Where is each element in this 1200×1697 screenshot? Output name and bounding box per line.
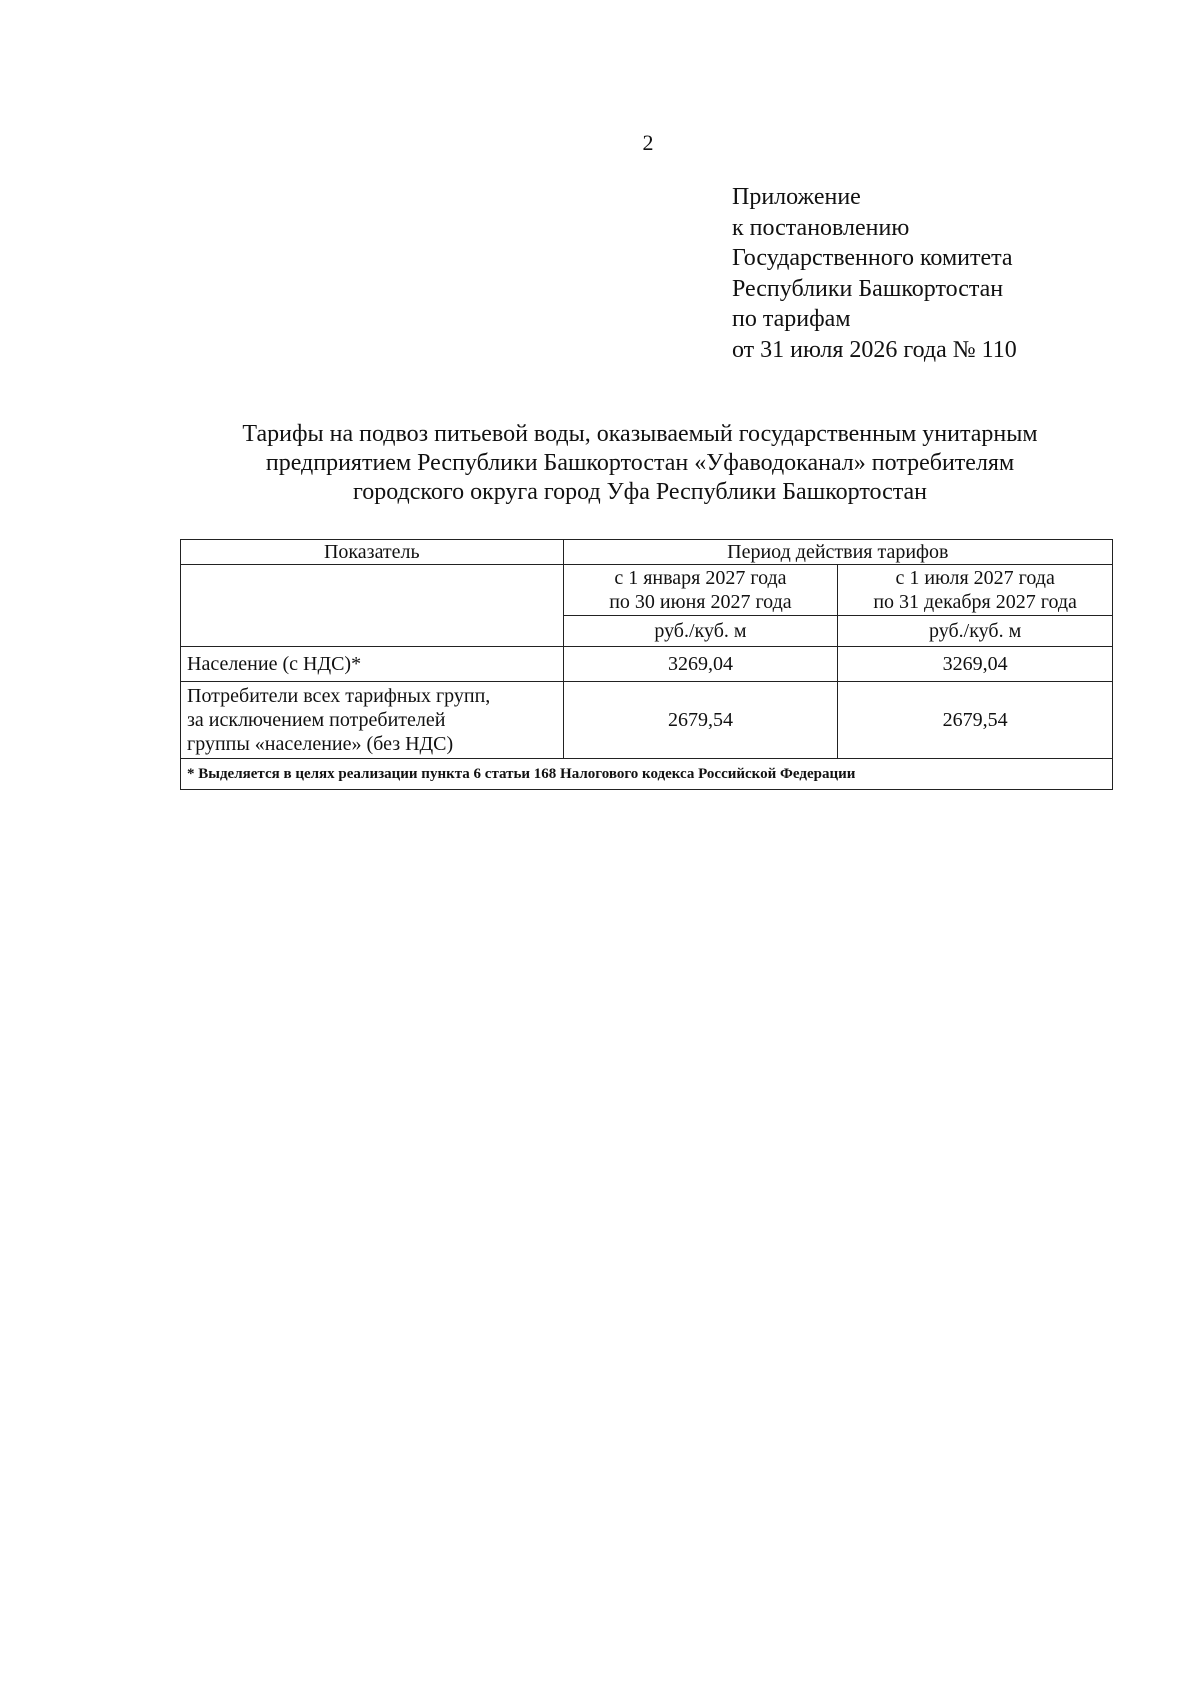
empty-cell (181, 565, 564, 647)
period-row (181, 565, 1113, 616)
row-label-line: Потребители всех тарифных групп, (187, 685, 491, 707)
tariff-value: 2679,54 (838, 682, 1113, 759)
header-period: Период действия тарифов (563, 540, 1112, 565)
document-title (140, 420, 1140, 507)
row-label: Население (с НДС)* (181, 647, 564, 682)
appendix-line: Государственного комитета (732, 245, 1013, 271)
period-cell (563, 565, 838, 616)
appendix-line: по тарифам (732, 306, 851, 332)
title-line: Тарифы на подвоз питьевой воды, оказываемый государственным унитарным (242, 421, 1038, 447)
page-number: 2 (642, 130, 654, 155)
period-end: по 31 декабря 2027 года (873, 591, 1077, 613)
appendix-line: Республики Башкортостан (732, 275, 1004, 302)
footnote-row (181, 759, 1113, 790)
title-line: предприятием Республики Башкортостан «Уфаводоканал» потребителям (265, 450, 1015, 476)
appendix-line: от 31 июля 2026 года № 110 (732, 336, 1017, 363)
table-header-row (181, 540, 1113, 565)
appendix-line: Приложение (732, 184, 861, 210)
tariff-value: 3269,04 (838, 647, 1113, 682)
row-label-line: за исключением потребителей (187, 709, 446, 731)
tariff-value: 3269,04 (563, 647, 838, 682)
header-indicator: Показатель (181, 540, 564, 565)
period-cell (838, 565, 1113, 616)
row-label-line: группы «население» (без НДС) (187, 733, 454, 755)
appendix-line: к постановлению (732, 214, 910, 241)
tariff-value: 2679,54 (563, 682, 838, 759)
period-end: по 30 июня 2027 года (609, 591, 792, 613)
unit-cell: руб./куб. м (838, 616, 1113, 647)
period-start: с 1 января 2027 года (614, 567, 787, 589)
appendix-block (732, 182, 1017, 365)
period-start: с 1 июля 2027 года (895, 567, 1055, 589)
row-label (181, 682, 564, 759)
table-row (181, 682, 1113, 759)
tariff-table (180, 539, 1113, 790)
title-line: городского округа город Уфа Республики Башкортостан (352, 479, 928, 505)
unit-cell: руб./куб. м (563, 616, 838, 647)
footnote: * Выделяется в целях реализации пункта 6 статьи 168 Налогового кодекса Российской Федерации (181, 759, 1113, 790)
table-row (181, 647, 1113, 682)
